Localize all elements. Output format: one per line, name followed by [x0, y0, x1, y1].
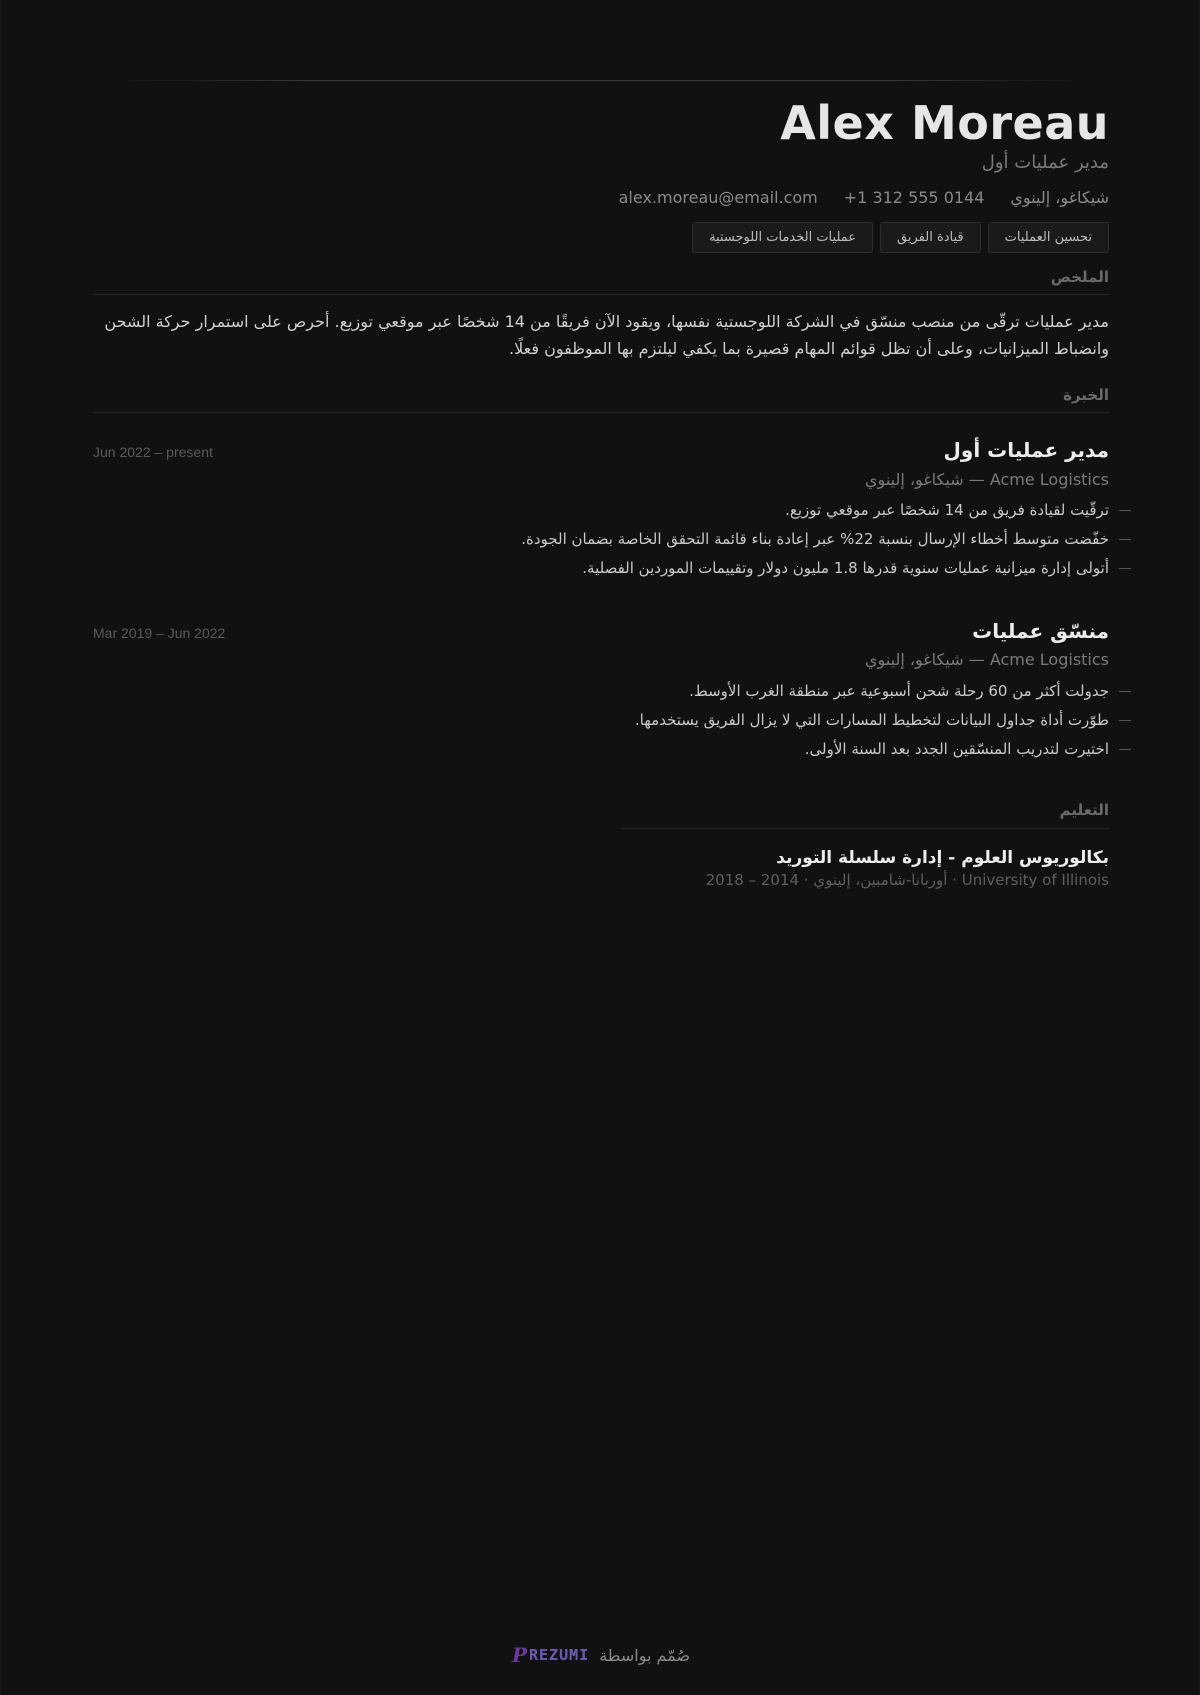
brand-name: REZUMI — [529, 1646, 590, 1664]
dash-icon — [1119, 749, 1131, 750]
bullet-text: خفّضت متوسط أخطاء الإرسال بنسبة 22% عبر إعادة بناء قائمة التحقق الخاصة بضمان الجودة. — [521, 530, 1109, 548]
dash-icon — [1119, 691, 1131, 692]
skill-tag: قيادة الفريق — [880, 222, 981, 253]
job-title: منسّق عمليات — [972, 619, 1109, 643]
skill-tag: عمليات الخدمات اللوجستية — [692, 222, 873, 253]
job-dates: Jun 2022 – present — [93, 444, 213, 460]
job-company: Acme Logistics — [989, 650, 1109, 669]
brand-logo[interactable] — [512, 1644, 589, 1666]
list-item — [521, 525, 1131, 554]
education-heading: التعليم — [1059, 801, 1109, 819]
contact-row — [619, 186, 1109, 210]
contact-phone[interactable]: +1 312 555 0144 — [843, 188, 985, 207]
job-location: شيكاغو، إلينوي — [865, 470, 964, 489]
list-item — [521, 496, 1131, 525]
job-separator: — — [963, 470, 985, 489]
list-item — [635, 735, 1131, 764]
candidate-name: Alex Moreau — [780, 96, 1109, 150]
bullet-text: جدولت أكثر من 60 رحلة شحن أسبوعية عبر منطقة الغرب الأوسط. — [689, 682, 1109, 700]
dash-icon — [1119, 510, 1131, 511]
job-bullets — [635, 677, 1131, 764]
list-item — [635, 706, 1131, 735]
job-location: شيكاغو، إلينوي — [865, 650, 964, 669]
summary-divider — [93, 294, 1109, 295]
rezumi-logo-icon: P — [511, 1643, 527, 1667]
job-company: Acme Logistics — [989, 470, 1109, 489]
education-divider — [621, 828, 1109, 829]
dash-icon — [1119, 568, 1131, 569]
candidate-headline: مدير عمليات أول — [981, 152, 1109, 173]
dash-icon — [1119, 720, 1131, 721]
job-separator: — — [963, 650, 985, 669]
dash-icon — [1119, 539, 1131, 540]
skill-tags — [692, 222, 1109, 253]
list-item — [635, 677, 1131, 706]
job-dates: Mar 2019 – Jun 2022 — [93, 625, 226, 641]
education-degree: بكالوريوس العلوم - إدارة سلسلة التوريد — [776, 848, 1109, 868]
made-with-text: صُمّم بواسطة — [599, 1645, 691, 1665]
job-company-line — [865, 468, 1109, 492]
contact-email[interactable]: alex.moreau@email.com — [618, 188, 818, 207]
education-meta: University of Illinois · أوربانا-شامبين، إلينوي · 2014 – 2018 — [705, 871, 1109, 889]
summary-text: مدير عمليات ترقّى من منصب منسّق في الشركة اللوجستية نفسها، ويقود الآن فريقًا من 14 شخصًا عبر موقعي توزيع. أحرص على استمرار حركة الشحن وانضباط الميزانيات، وعلى أن تظل قوائم المهام قصيرة بما يكفي ليلتزم بها الموظفون فعلًا. — [104, 312, 1109, 358]
job-title: مدير عمليات أول — [943, 438, 1109, 462]
job-bullets — [521, 496, 1131, 583]
contact-location: شيكاغو، إلينوي — [1010, 188, 1109, 207]
experience-divider — [93, 412, 1109, 413]
list-item — [521, 554, 1131, 583]
experience-heading: الخبرة — [1063, 386, 1109, 404]
summary-heading: الملخص — [1050, 268, 1109, 286]
bullet-text: ترقّيت لقيادة فريق من 14 شخصًا عبر موقعي توزيع. — [785, 501, 1109, 519]
bullet-text: اختيرت لتدريب المنسّقين الجدد بعد السنة الأولى. — [804, 740, 1109, 758]
top-divider — [121, 80, 1081, 81]
skill-tag: تحسين العمليات — [988, 222, 1109, 253]
footer — [1, 1644, 1200, 1666]
bullet-text: طوّرت أداة جداول البيانات لتخطيط المسارات التي لا يزال الفريق يستخدمها. — [634, 711, 1109, 729]
bullet-text: أتولى إدارة ميزانية عمليات سنوية قدرها 1.8 مليون دولار وتقييمات الموردين الفصلية. — [582, 559, 1109, 577]
job-company-line — [865, 648, 1109, 672]
